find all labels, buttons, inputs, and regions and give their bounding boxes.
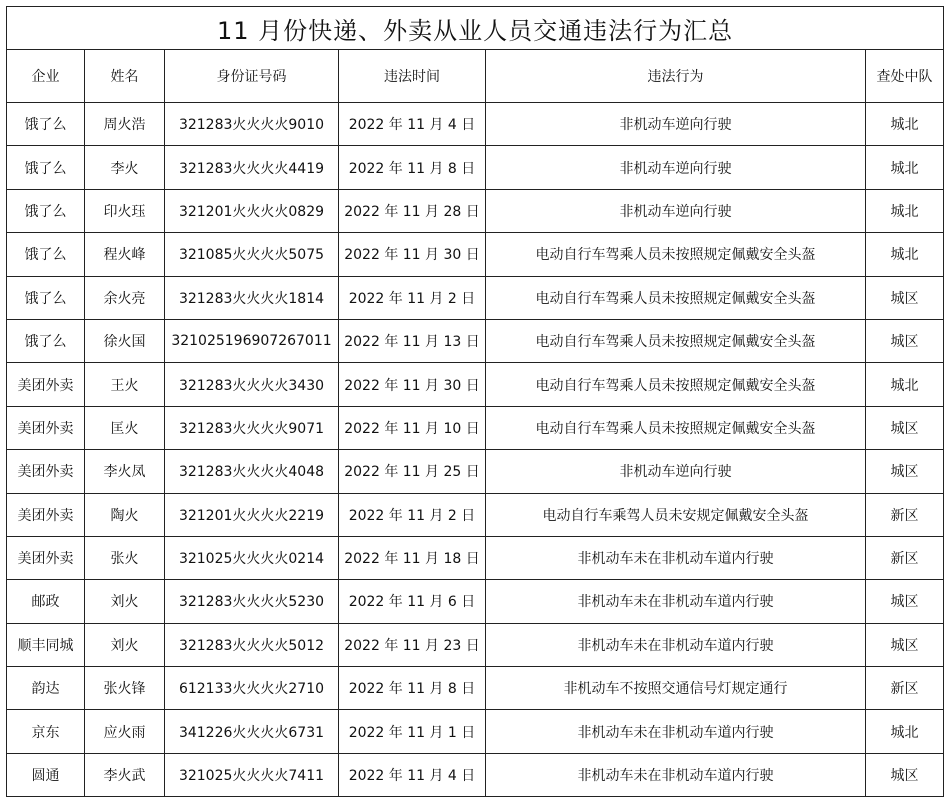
table-row [7, 710, 944, 753]
violation-time-cell: 2022 年 11 月 6 日 [339, 580, 486, 623]
violation-time-cell: 2022 年 11 月 2 日 [339, 493, 486, 536]
violation-time-cell: 2022 年 11 月 8 日 [339, 667, 486, 710]
company-cell: 美团外卖 [7, 536, 85, 579]
company-cell: 圆通 [7, 753, 85, 796]
name-cell: 周火浩 [85, 103, 165, 146]
id-number-cell: 321025火火火火0214 [165, 536, 339, 579]
header-company: 企业 [7, 50, 85, 103]
squad-cell: 城北 [866, 189, 944, 232]
company-cell: 韵达 [7, 667, 85, 710]
violation-time-cell: 2022 年 11 月 23 日 [339, 623, 486, 666]
violation-behavior-cell: 电动自行车驾乘人员未按照规定佩戴安全头盔 [486, 319, 866, 362]
header-row [7, 50, 944, 103]
violation-time-cell: 2022 年 11 月 4 日 [339, 103, 486, 146]
violation-time-cell: 2022 年 11 月 28 日 [339, 189, 486, 232]
id-number-cell: 321201火火火火0829 [165, 189, 339, 232]
table-row [7, 450, 944, 493]
table-row [7, 319, 944, 362]
violation-time-cell: 2022 年 11 月 18 日 [339, 536, 486, 579]
squad-cell: 城区 [866, 580, 944, 623]
company-cell: 美团外卖 [7, 450, 85, 493]
company-cell: 饿了么 [7, 146, 85, 189]
name-cell: 匡火 [85, 406, 165, 449]
title-row [7, 7, 944, 50]
violation-behavior-cell: 非机动车不按照交通信号灯规定通行 [486, 667, 866, 710]
violation-behavior-cell: 非机动车未在非机动车道内行驶 [486, 753, 866, 796]
table-row [7, 189, 944, 232]
company-cell: 美团外卖 [7, 493, 85, 536]
name-cell: 王火 [85, 363, 165, 406]
id-number-cell: 321283火火火火4419 [165, 146, 339, 189]
company-cell: 美团外卖 [7, 406, 85, 449]
squad-cell: 城区 [866, 276, 944, 319]
violation-behavior-cell: 电动自行车驾乘人员未按照规定佩戴安全头盔 [486, 233, 866, 276]
violation-behavior-cell: 非机动车未在非机动车道内行驶 [486, 623, 866, 666]
table-row [7, 103, 944, 146]
squad-cell: 城北 [866, 103, 944, 146]
name-cell: 张火锋 [85, 667, 165, 710]
violation-behavior-cell: 电动自行车驾乘人员未按照规定佩戴安全头盔 [486, 276, 866, 319]
violation-behavior-cell: 非机动车未在非机动车道内行驶 [486, 580, 866, 623]
violation-table [6, 6, 944, 797]
table-row [7, 667, 944, 710]
name-cell: 陶火 [85, 493, 165, 536]
squad-cell: 城北 [866, 233, 944, 276]
name-cell: 余火亮 [85, 276, 165, 319]
squad-cell: 新区 [866, 667, 944, 710]
violation-behavior-cell: 非机动车未在非机动车道内行驶 [486, 710, 866, 753]
name-cell: 刘火 [85, 580, 165, 623]
violation-time-cell: 2022 年 11 月 10 日 [339, 406, 486, 449]
id-number-cell: 612133火火火火2710 [165, 667, 339, 710]
company-cell: 饿了么 [7, 276, 85, 319]
violation-time-cell: 2022 年 11 月 4 日 [339, 753, 486, 796]
table-row [7, 753, 944, 796]
violation-behavior-cell: 电动自行车驾乘人员未按照规定佩戴安全头盔 [486, 363, 866, 406]
header-violation-behavior: 违法行为 [486, 50, 866, 103]
id-number-cell: 321283火火火火5230 [165, 580, 339, 623]
violation-time-cell: 2022 年 11 月 30 日 [339, 233, 486, 276]
table-row [7, 276, 944, 319]
id-number-cell: 321201火火火火2219 [165, 493, 339, 536]
name-cell: 刘火 [85, 623, 165, 666]
header-violation-time: 违法时间 [339, 50, 486, 103]
company-cell: 饿了么 [7, 189, 85, 232]
name-cell: 张火 [85, 536, 165, 579]
squad-cell: 城区 [866, 450, 944, 493]
squad-cell: 城区 [866, 406, 944, 449]
squad-cell: 新区 [866, 493, 944, 536]
squad-cell: 城北 [866, 710, 944, 753]
table-title: 11 月份快递、外卖从业人员交通违法行为汇总 [7, 7, 944, 50]
squad-cell: 城北 [866, 146, 944, 189]
violation-time-cell: 2022 年 11 月 2 日 [339, 276, 486, 319]
violation-behavior-cell: 非机动车未在非机动车道内行驶 [486, 536, 866, 579]
id-number-cell: 341226火火火火6731 [165, 710, 339, 753]
violation-summary-sheet [6, 6, 943, 806]
violation-behavior-cell: 电动自行车驾乘人员未按照规定佩戴安全头盔 [486, 406, 866, 449]
table-row [7, 233, 944, 276]
table-row [7, 406, 944, 449]
id-number-cell: 321025火火火火7411 [165, 753, 339, 796]
squad-cell: 新区 [866, 536, 944, 579]
squad-cell: 城区 [866, 319, 944, 362]
company-cell: 京东 [7, 710, 85, 753]
company-cell: 饿了么 [7, 233, 85, 276]
id-number-cell: 321025196907267011 [165, 319, 339, 362]
name-cell: 应火雨 [85, 710, 165, 753]
id-number-cell: 321283火火火火9071 [165, 406, 339, 449]
table-row [7, 493, 944, 536]
company-cell: 饿了么 [7, 319, 85, 362]
table-row [7, 146, 944, 189]
table-row [7, 580, 944, 623]
name-cell: 李火武 [85, 753, 165, 796]
name-cell: 印火珏 [85, 189, 165, 232]
header-name: 姓名 [85, 50, 165, 103]
violation-behavior-cell: 非机动车逆向行驶 [486, 450, 866, 493]
id-number-cell: 321283火火火火4048 [165, 450, 339, 493]
id-number-cell: 321283火火火火3430 [165, 363, 339, 406]
company-cell: 美团外卖 [7, 363, 85, 406]
name-cell: 李火凤 [85, 450, 165, 493]
violation-time-cell: 2022 年 11 月 8 日 [339, 146, 486, 189]
id-number-cell: 321283火火火火1814 [165, 276, 339, 319]
violation-time-cell: 2022 年 11 月 1 日 [339, 710, 486, 753]
name-cell: 徐火国 [85, 319, 165, 362]
table-body [7, 103, 944, 797]
id-number-cell: 321283火火火火9010 [165, 103, 339, 146]
name-cell: 李火 [85, 146, 165, 189]
squad-cell: 城区 [866, 753, 944, 796]
violation-time-cell: 2022 年 11 月 30 日 [339, 363, 486, 406]
company-cell: 饿了么 [7, 103, 85, 146]
violation-behavior-cell: 非机动车逆向行驶 [486, 189, 866, 232]
squad-cell: 城北 [866, 363, 944, 406]
name-cell: 程火峰 [85, 233, 165, 276]
company-cell: 邮政 [7, 580, 85, 623]
table-row [7, 363, 944, 406]
table-row [7, 623, 944, 666]
header-id-number: 身份证号码 [165, 50, 339, 103]
table-row [7, 536, 944, 579]
violation-time-cell: 2022 年 11 月 25 日 [339, 450, 486, 493]
id-number-cell: 321283火火火火5012 [165, 623, 339, 666]
violation-behavior-cell: 非机动车逆向行驶 [486, 146, 866, 189]
violation-time-cell: 2022 年 11 月 13 日 [339, 319, 486, 362]
violation-behavior-cell: 电动自行车乘驾人员未安规定佩戴安全头盔 [486, 493, 866, 536]
id-number-cell: 321085火火火火5075 [165, 233, 339, 276]
header-squad: 查处中队 [866, 50, 944, 103]
company-cell: 顺丰同城 [7, 623, 85, 666]
squad-cell: 城区 [866, 623, 944, 666]
violation-behavior-cell: 非机动车逆向行驶 [486, 103, 866, 146]
